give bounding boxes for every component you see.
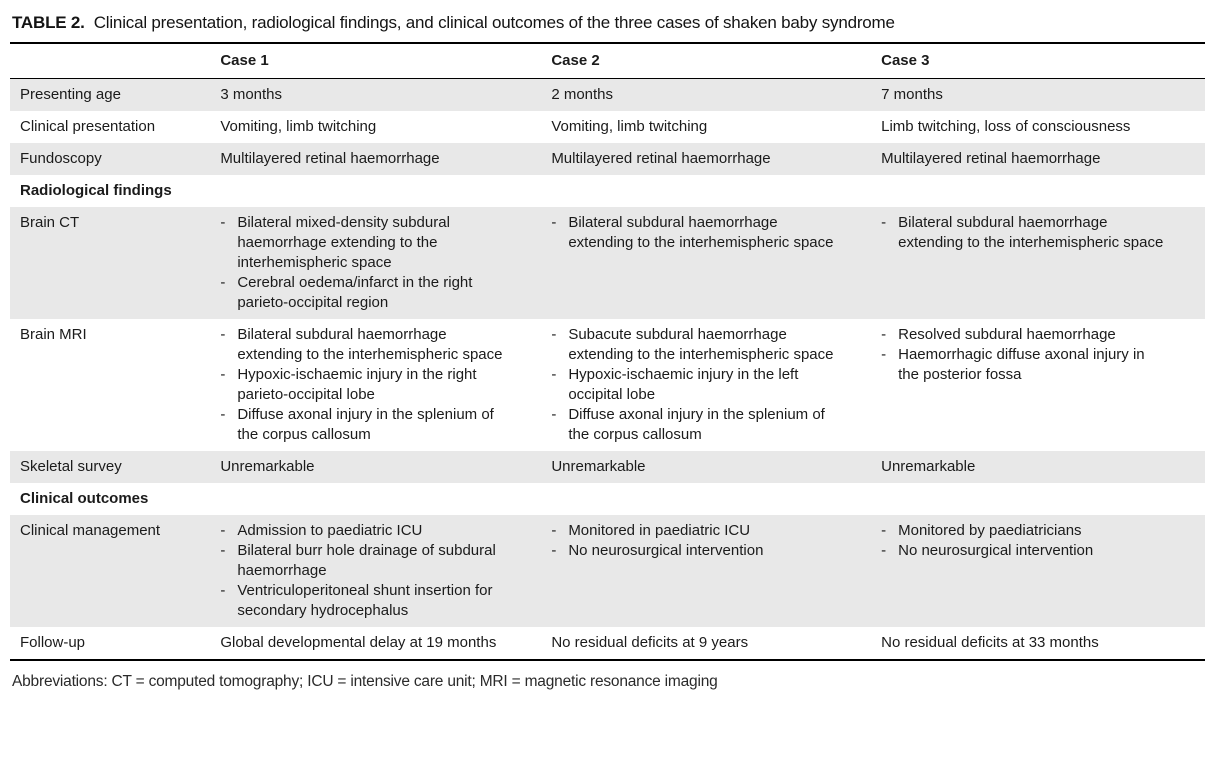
row-label: Brain CT — [20, 214, 80, 231]
bullet-dash-icon: - — [220, 274, 226, 291]
bullet-item — [881, 521, 1165, 541]
case-cell: 3 months — [220, 86, 283, 103]
case-cell — [881, 207, 1205, 319]
bullet-dash-icon: - — [220, 214, 226, 231]
bullet-item — [881, 213, 1165, 253]
bullet-text: Bilateral burr hole drainage of subdural haemorrhage — [237, 542, 496, 579]
row-label: Presenting age — [20, 86, 121, 103]
bullet-text: Bilateral subdural haemorrhage extending to the interhemispheric space — [568, 214, 834, 251]
case-cell: No residual deficits at 33 months — [881, 634, 1099, 651]
case-cell: Vomiting, limb twitching — [551, 118, 708, 135]
column-header-empty — [10, 43, 220, 79]
case-cell — [220, 319, 551, 451]
bullet-dash-icon: - — [220, 542, 226, 559]
bullet-item — [220, 541, 511, 581]
bullet-dash-icon: - — [881, 522, 887, 539]
case-cell — [220, 207, 551, 319]
bullet-dash-icon: - — [220, 582, 226, 599]
bullet-text: Hypoxic-ischaemic injury in the right parieto-occipital lobe — [237, 366, 477, 403]
case-cell: Unremarkable — [551, 458, 646, 475]
bullet-dash-icon: - — [551, 366, 557, 383]
bullet-text: No neurosurgical intervention — [898, 542, 1094, 559]
bullet-text: Haemorrhagic diffuse axonal injury in the posterior fossa — [898, 346, 1145, 383]
bullet-text: Subacute subdural haemorrhage extending to the interhemispheric space — [568, 326, 834, 363]
bullet-text: Ventriculoperitoneal shunt insertion for secondary hydrocephalus — [237, 582, 493, 619]
bullet-item — [551, 365, 841, 405]
row-label: Brain MRI — [20, 326, 87, 343]
column-header-case-3: Case 3 — [881, 43, 1205, 79]
case-cell — [220, 515, 551, 627]
bullet-item — [220, 581, 511, 621]
table-row — [10, 627, 1205, 660]
bullet-text: Diffuse axonal injury in the splenium of the corpus callosum — [568, 406, 825, 443]
bullet-text: Cerebral oedema/infarct in the right parieto-occipital region — [237, 274, 473, 311]
bullet-dash-icon: - — [220, 406, 226, 423]
section-header-label: Radiological findings — [20, 182, 172, 199]
section-header-label: Clinical outcomes — [20, 490, 149, 507]
table-row — [10, 79, 1205, 112]
table-row — [10, 451, 1205, 483]
bullet-text: No neurosurgical intervention — [568, 542, 764, 559]
bullet-dash-icon: - — [551, 326, 557, 343]
abbreviations-note: Abbreviations: CT = computed tomography; ICU = intensive care unit; MRI = magnetic resonance imaging — [12, 673, 718, 690]
table-row — [10, 207, 1205, 319]
bullet-text: Resolved subdural haemorrhage — [898, 326, 1116, 343]
bullet-item — [881, 345, 1165, 385]
row-label: Skeletal survey — [20, 458, 122, 475]
bullet-text: Admission to paediatric ICU — [237, 522, 423, 539]
case-cell: Multilayered retinal haemorrhage — [220, 150, 440, 167]
bullet-item — [220, 213, 511, 273]
case-cell: Unremarkable — [220, 458, 315, 475]
bullet-dash-icon: - — [551, 522, 557, 539]
table-title — [10, 10, 1205, 42]
bullet-text: Monitored in paediatric ICU — [568, 522, 751, 539]
column-header-case-2: Case 2 — [551, 43, 881, 79]
table-row — [10, 319, 1205, 451]
bullet-item — [881, 325, 1165, 345]
row-label: Clinical management — [20, 522, 161, 539]
row-label: Follow-up — [20, 634, 86, 651]
bullet-item — [551, 405, 841, 445]
row-label: Fundoscopy — [20, 150, 102, 167]
bullet-text: Hypoxic-ischaemic injury in the left occipital lobe — [568, 366, 799, 403]
bullet-dash-icon: - — [881, 346, 887, 363]
case-cell — [881, 319, 1205, 451]
case-cell: Vomiting, limb twitching — [220, 118, 377, 135]
section-row — [10, 175, 1205, 207]
bullet-text: Monitored by paediatricians — [898, 522, 1082, 539]
bullet-dash-icon: - — [881, 326, 887, 343]
bullet-item — [551, 325, 841, 365]
table-body — [10, 79, 1205, 661]
case-cell: No residual deficits at 9 years — [551, 634, 749, 651]
column-header-case-1: Case 1 — [220, 43, 551, 79]
bullet-dash-icon: - — [220, 326, 226, 343]
case-cell: Global developmental delay at 19 months — [220, 634, 497, 651]
bullet-dash-icon: - — [551, 214, 557, 231]
bullet-dash-icon: - — [881, 542, 887, 559]
case-cell: Multilayered retinal haemorrhage — [881, 150, 1101, 167]
bullet-item — [551, 521, 841, 541]
bullet-dash-icon: - — [881, 214, 887, 231]
bullet-dash-icon: - — [551, 406, 557, 423]
bullet-text: Bilateral subdural haemorrhage extending to the interhemispheric space — [898, 214, 1164, 251]
clinical-table — [10, 42, 1205, 661]
table-header — [10, 43, 1205, 79]
bullet-item — [220, 273, 511, 313]
bullet-text: Bilateral subdural haemorrhage extending to the interhemispheric space — [237, 326, 503, 363]
bullet-dash-icon: - — [551, 542, 557, 559]
table-caption: Clinical presentation, radiological findings, and clinical outcomes of the three cases of shaken baby syndrome — [93, 13, 895, 32]
case-cell: 7 months — [881, 86, 943, 103]
bullet-text: Diffuse axonal injury in the splenium of the corpus callosum — [237, 406, 494, 443]
table-number: TABLE 2. — [12, 13, 85, 32]
bullet-item — [881, 541, 1165, 561]
case-cell — [881, 515, 1205, 627]
table-row — [10, 143, 1205, 175]
case-cell: 2 months — [551, 86, 614, 103]
bullet-item — [220, 365, 511, 405]
case-cell: Unremarkable — [881, 458, 976, 475]
bullet-item — [220, 325, 511, 365]
bullet-text: Bilateral mixed-density subdural haemorrhage extending to the interhemispheric space — [237, 214, 450, 271]
row-label: Clinical presentation — [20, 118, 156, 135]
bullet-item — [220, 521, 511, 541]
case-cell — [551, 207, 881, 319]
case-cell — [551, 515, 881, 627]
table-row — [10, 515, 1205, 627]
case-cell — [551, 319, 881, 451]
header-row — [10, 43, 1205, 79]
section-row — [10, 483, 1205, 515]
bullet-item — [551, 541, 841, 561]
case-cell: Multilayered retinal haemorrhage — [551, 150, 771, 167]
bullet-dash-icon: - — [220, 366, 226, 383]
bullet-item — [551, 213, 841, 253]
case-cell: Limb twitching, loss of consciousness — [881, 118, 1131, 135]
table-row — [10, 111, 1205, 143]
bullet-dash-icon: - — [220, 522, 226, 539]
bullet-item — [220, 405, 511, 445]
